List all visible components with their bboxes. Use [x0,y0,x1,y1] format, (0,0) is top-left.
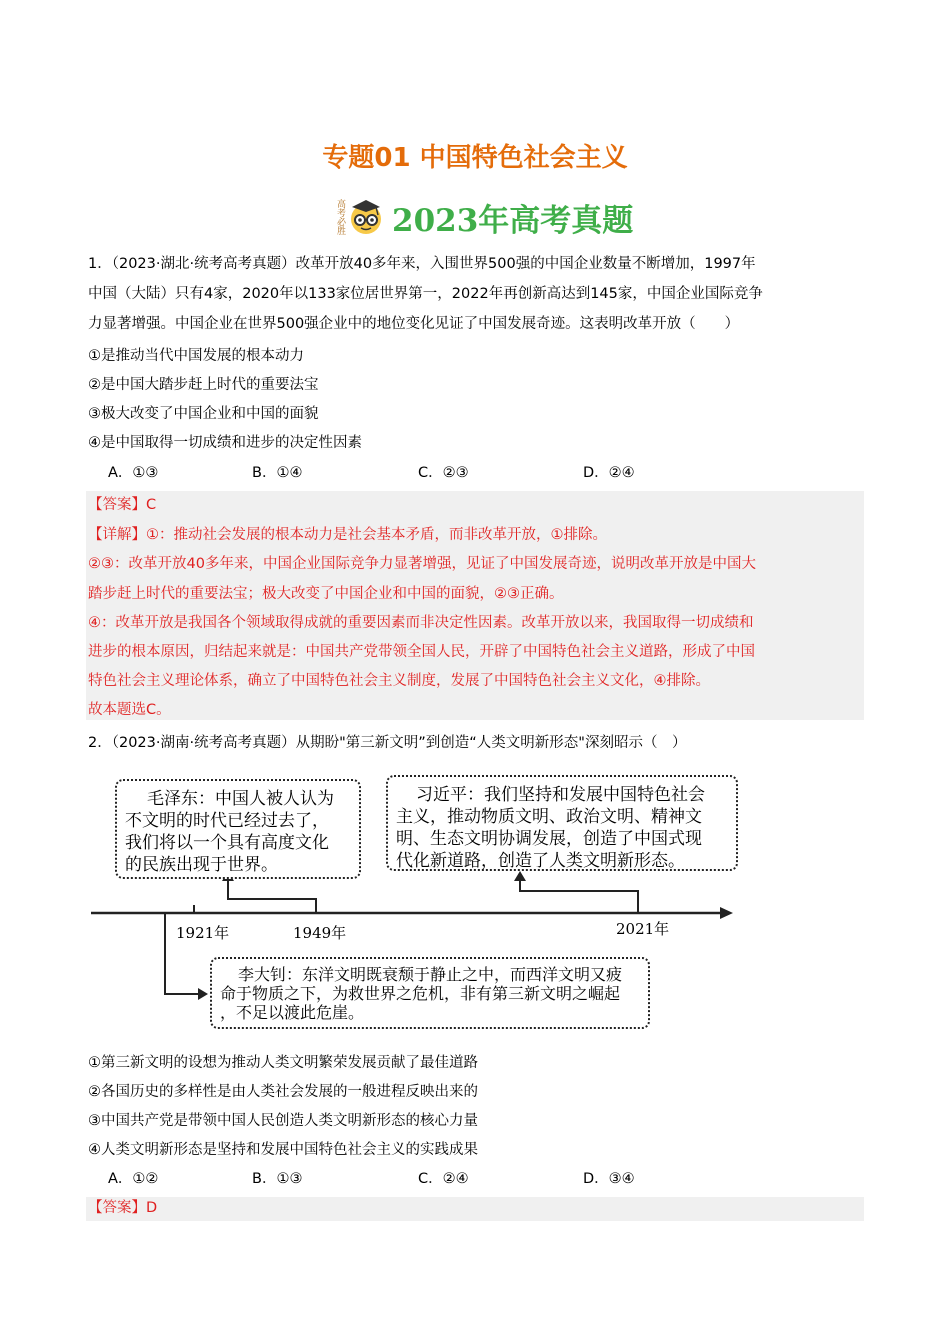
q1-detail-line-4: ④：改革开放是我国各个领域取得成就的重要因素而非决定性因素。改革开放以来，我国取得一切成绩和 [88,615,754,631]
q1-detail-line-3: 踏步赶上时代的重要法宝；极大改变了中国企业和中国的面貌，②③正确。 [88,586,564,602]
q1-option-a: A．①③ [108,465,159,481]
q2-item-3: ③中国共产党是带领中国人民创造人类文明新形态的核心力量 [88,1113,478,1129]
xi-quote-box [386,775,738,871]
mao-quote-line: 毛泽东：中国人被人认为 [147,789,334,809]
q1-item-3: ③极大改变了中国企业和中国的面貌 [88,406,319,422]
q1-option-c: C．②③ [418,465,469,481]
q1-answer-value: C [146,497,157,513]
connector-1949 [228,879,316,913]
arrow-to-xi [514,871,526,881]
mao-quote-line: 不文明的时代已经过去了， [125,811,329,831]
year-1921: 1921年 [176,924,230,942]
q1-answer [88,491,156,520]
q1-detail-label: 【详解】 [88,527,146,543]
li-quote-line: ，不足以渡此危崖。 [220,1003,365,1022]
q2-answer-block [86,1197,864,1221]
li-quote-line: 命于物质之下，为救世界之危机，非有第三新文明之崛起 [220,984,621,1003]
q1-stem-line-3: 力显著增强。中国企业在世界500强企业中的地位变化见证了中国发展奇迹。这表明改革开放（ ） [88,316,740,332]
exam-banner [335,192,633,242]
xi-quote-line: 代化新道路，创造了人类文明新形态。 [396,851,685,871]
q2-answer-value: D [146,1200,158,1216]
q1-item-4: ④是中国取得一切成绩和进步的决定性因素 [88,435,362,451]
li-quote-line: 李大钊：东洋文明既衰颓于静止之中，而西洋文明又疲 [238,965,623,984]
xi-quote-line: 主义，推动物质文明、政治文明、精神文 [396,807,702,827]
q2-item-4: ④人类文明新形态是坚持和发展中国特色社会主义的实践成果 [88,1142,478,1158]
page-title: 专题01 中国特色社会主义 [322,143,628,173]
q2-option-d: D．③④ [583,1171,635,1187]
q1-detail-line-2: ②③：改革开放40多年来，中国企业国际竞争力显著增强，见证了中国发展奇迹，说明改革开放是中国大 [88,556,756,572]
q1-detail-line-1 [88,521,607,550]
q1-item-1: ①是推动当代中国发展的根本动力 [88,348,304,364]
arrow-to-li [198,988,208,1000]
li-quote-box [210,957,650,1029]
mao-quote-box [115,779,361,879]
q2-option-b: B．①③ [252,1171,303,1187]
q1-stem-line-1: 1．（2023·湖北·统考高考真题）改革开放40多年来，入围世界500强的中国企业数量不断增加，1997年 [88,256,756,272]
year-2021: 2021年 [616,920,670,938]
xi-quote-line: 习近平：我们坚持和发展中国特色社会 [416,785,705,805]
banner-side-text: 高考必胜 [335,199,345,235]
banner-title: 2023年高考真题 [392,202,634,239]
q1-option-b: B．①④ [252,465,303,481]
q1-detail-text-1: ①：推动社会发展的根本动力是社会基本矛盾，而非改革开放，①排除。 [146,527,607,543]
year-1949: 1949年 [293,924,347,942]
timeline-arrowhead [720,907,733,919]
connector-2021 [520,879,638,913]
q2-option-c: C．②④ [418,1171,469,1187]
q2-item-1: ①第三新文明的设想为推动人类文明繁荣发展贡献了最佳道路 [88,1055,478,1071]
xi-quote-line: 明、生态文明协调发展，创造了中国式现 [396,829,702,849]
q1-detail-line-5: 进步的根本原因，归结起来就是：中国共产党带领全国人民，开辟了中国特色社会主义道路，形成了中国 [88,644,755,660]
q1-item-2: ②是中国大踏步赶上时代的重要法宝 [88,377,319,393]
q1-stem-line-2: 中国（大陆）只有4家，2020年以133家位居世界第一，2022年再创新高达到145家，中国企业国际竞争 [88,286,763,302]
q2-answer-label: 【答案】 [88,1200,146,1216]
q2-item-2: ②各国历史的多样性是由人类社会发展的一般进程反映出来的 [88,1084,478,1100]
q2-answer [88,1194,157,1223]
q1-detail-line-7: 故本题选C。 [88,702,171,718]
mao-quote-line: 我们将以一个具有高度文化 [125,833,329,853]
q1-answer-label: 【答案】 [88,497,146,513]
student-mascot-icon [346,197,386,237]
q2-stem: 2．（2023·湖南·统考高考真题）从期盼"第三新文明”到创造“人类文明新形态"深刻昭示（ ） [88,735,687,751]
q2-option-a: A．①② [108,1171,159,1187]
q2-timeline-figure [88,765,738,1035]
mao-quote-line: 的民族出现于世界。 [125,855,278,875]
q1-option-d: D．②④ [583,465,635,481]
q1-detail-line-6: 特色社会主义理论体系，确立了中国特色社会主义制度，发展了中国特色社会主义文化，④排除。 [88,673,710,689]
